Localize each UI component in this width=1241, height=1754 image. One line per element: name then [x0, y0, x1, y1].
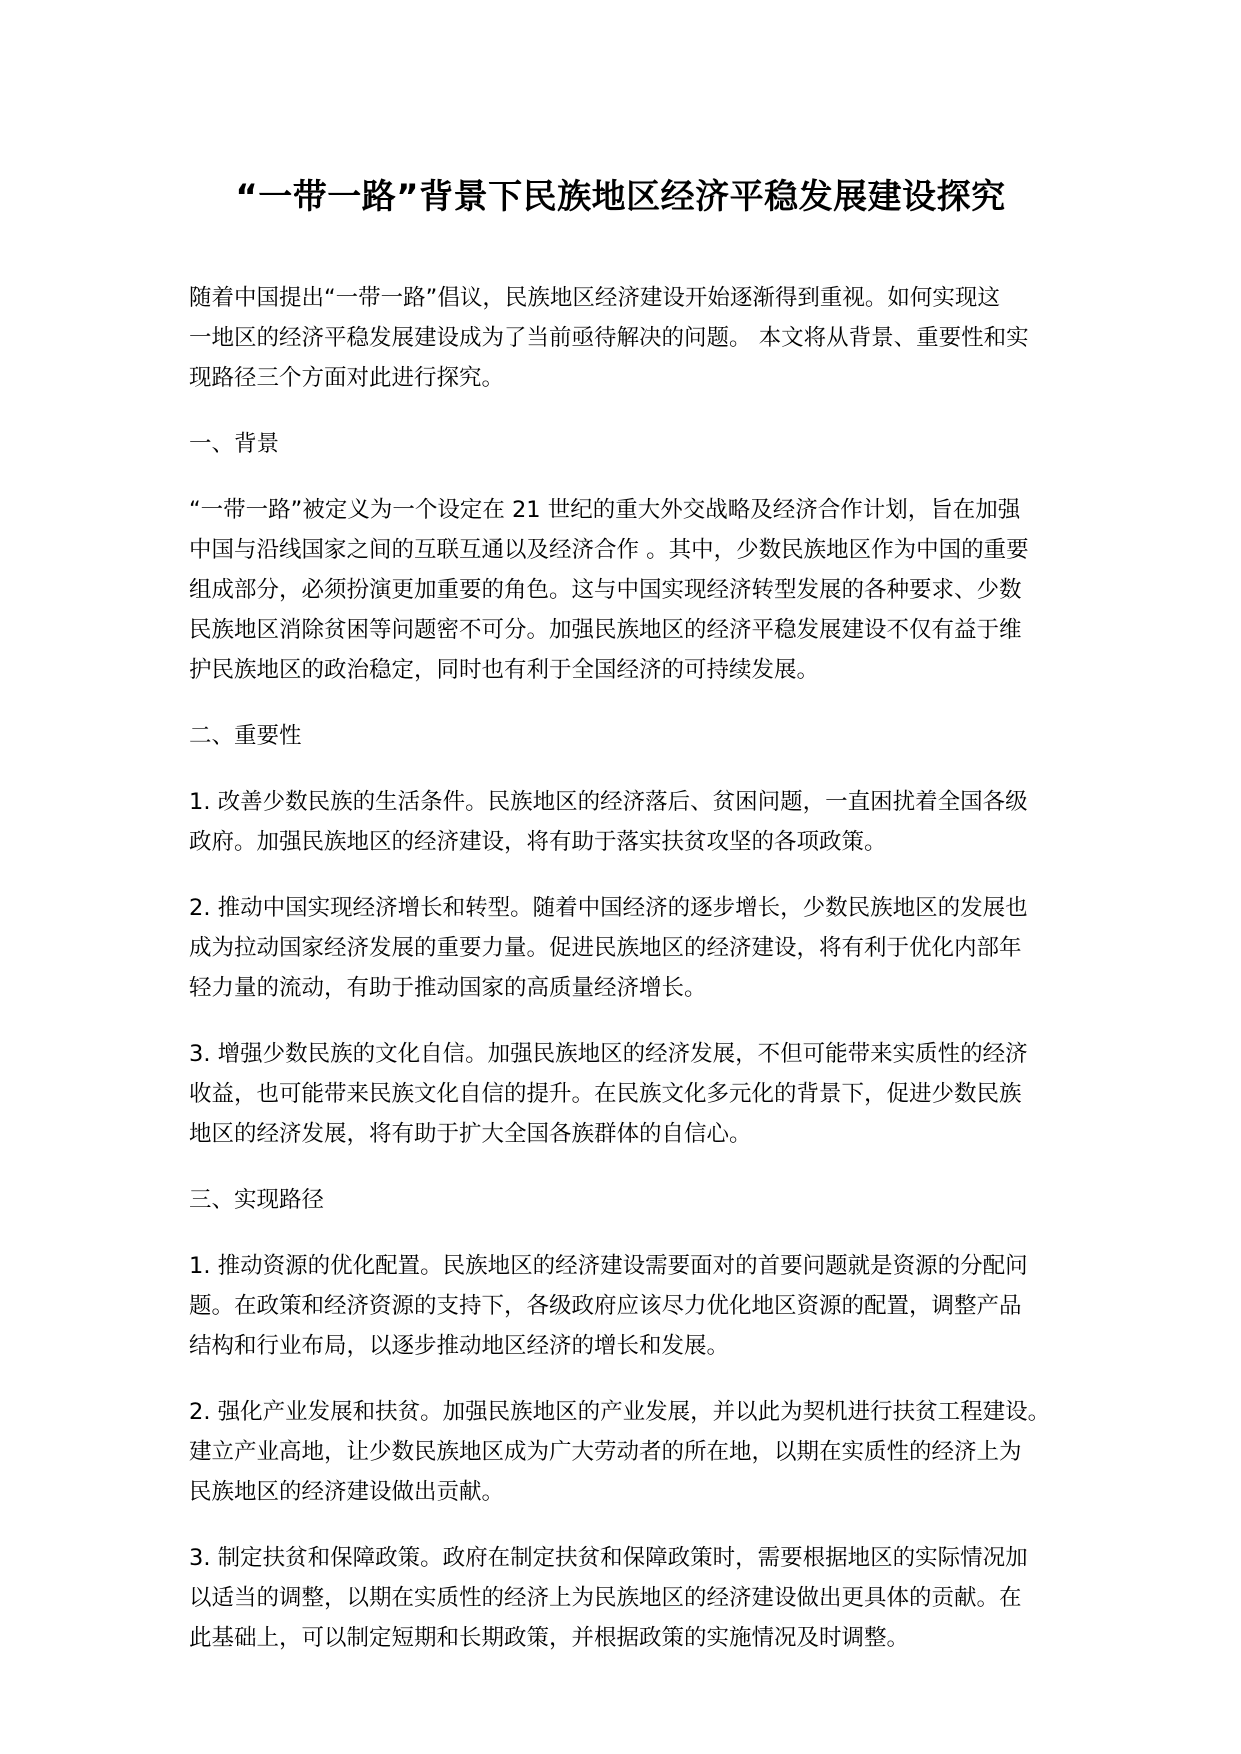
text-line: 一地区的经济平稳发展建设成为了当前亟待解决的问题。 本文将从背景、重要性和实: [189, 325, 1029, 351]
text-line: 成为拉动国家经济发展的重要力量。促进民族地区的经济建设，将有利于优化内部年: [189, 935, 1022, 961]
text-line: 政府。加强民族地区的经济建设，将有助于落实扶贫攻坚的各项政策。: [189, 829, 887, 855]
text-line: 2. 推动中国实现经济增长和转型。随着中国经济的逐步增长，少数民族地区的发展也: [189, 895, 1028, 921]
text-line: 中国与沿线国家之间的互联互通以及经济合作 。其中，少数民族地区作为中国的重要: [189, 537, 1029, 563]
text-line: 结构和行业布局，以逐步推动地区经济的增长和发展。: [189, 1333, 730, 1359]
text-line: 1. 推动资源的优化配置。民族地区的经济建设需要面对的首要问题就是资源的分配问: [189, 1253, 1028, 1279]
text-line: 此基础上，可以制定短期和长期政策，并根据政策的实施情况及时调整。: [189, 1625, 910, 1651]
text-line: 收益，也可能带来民族文化自信的提升。在民族文化多元化的背景下，促进少数民族: [189, 1081, 1022, 1107]
text-line: 3. 制定扶贫和保障政策。政府在制定扶贫和保障政策时，需要根据地区的实际情况加: [189, 1545, 1028, 1571]
text-line: 民族地区的经济建设做出贡献。: [189, 1479, 505, 1505]
heading-text: 三、实现路径: [189, 1187, 325, 1213]
section-heading-background: [189, 424, 1069, 464]
text-line: “一带一路”被定义为一个设定在 21 世纪的重大外交战略及经济合作计划，旨在加强: [189, 497, 1021, 523]
document-body: [189, 278, 1069, 1684]
implementation-item-2: [189, 1392, 1069, 1512]
text-line: 3. 增强少数民族的文化自信。加强民族地区的经济发展，不但可能带来实质性的经济: [189, 1041, 1028, 1067]
document-title: “一带一路”背景下民族地区经济平稳发展建设探究: [235, 177, 1006, 217]
text-line: 组成部分，必须扮演更加重要的角色。这与中国实现经济转型发展的各种要求、少数: [189, 577, 1022, 603]
text-line: 随着中国提出“一带一路”倡议，民族地区经济建设开始逐渐得到重视。如何实现这: [189, 285, 1000, 311]
text-line: 轻力量的流动，有助于推动国家的高质量经济增长。: [189, 975, 707, 1001]
text-line: 以适当的调整，以期在实质性的经济上为民族地区的经济建设做出更具体的贡献。在: [189, 1585, 1022, 1611]
text-line: 民族地区消除贫困等问题密不可分。加强民族地区的经济平稳发展建设不仅有益于维: [189, 617, 1022, 643]
section-heading-implementation: [189, 1180, 1069, 1220]
importance-item-3: [189, 1034, 1069, 1154]
text-line: 题。在政策和经济资源的支持下，各级政府应该尽力优化地区资源的配置，调整产品: [189, 1293, 1022, 1319]
text-line: 建立产业高地，让少数民族地区成为广大劳动者的所在地，以期在实质性的经济上为: [189, 1439, 1022, 1465]
text-line: 2. 强化产业发展和扶贫。加强民族地区的产业发展，并以此为契机进行扶贫工程建设。: [189, 1399, 1051, 1425]
text-line: 现路径三个方面对此进行探究。: [189, 365, 505, 391]
text-line: 地区的经济发展，将有助于扩大全国各族群体的自信心。: [189, 1121, 752, 1147]
importance-item-1: [189, 782, 1069, 862]
section-heading-importance: [189, 716, 1069, 756]
heading-text: 一、背景: [189, 431, 280, 457]
text-line: 1. 改善少数民族的生活条件。民族地区的经济落后、贫困问题，一直困扰着全国各级: [189, 789, 1028, 815]
intro-paragraph: [189, 278, 1069, 398]
text-line: 护民族地区的政治稳定，同时也有利于全国经济的可持续发展。: [189, 657, 820, 683]
implementation-item-1: [189, 1246, 1069, 1366]
heading-text: 二、重要性: [189, 723, 302, 749]
importance-item-2: [189, 888, 1069, 1008]
background-paragraph: [189, 490, 1069, 690]
implementation-item-3: [189, 1538, 1069, 1658]
